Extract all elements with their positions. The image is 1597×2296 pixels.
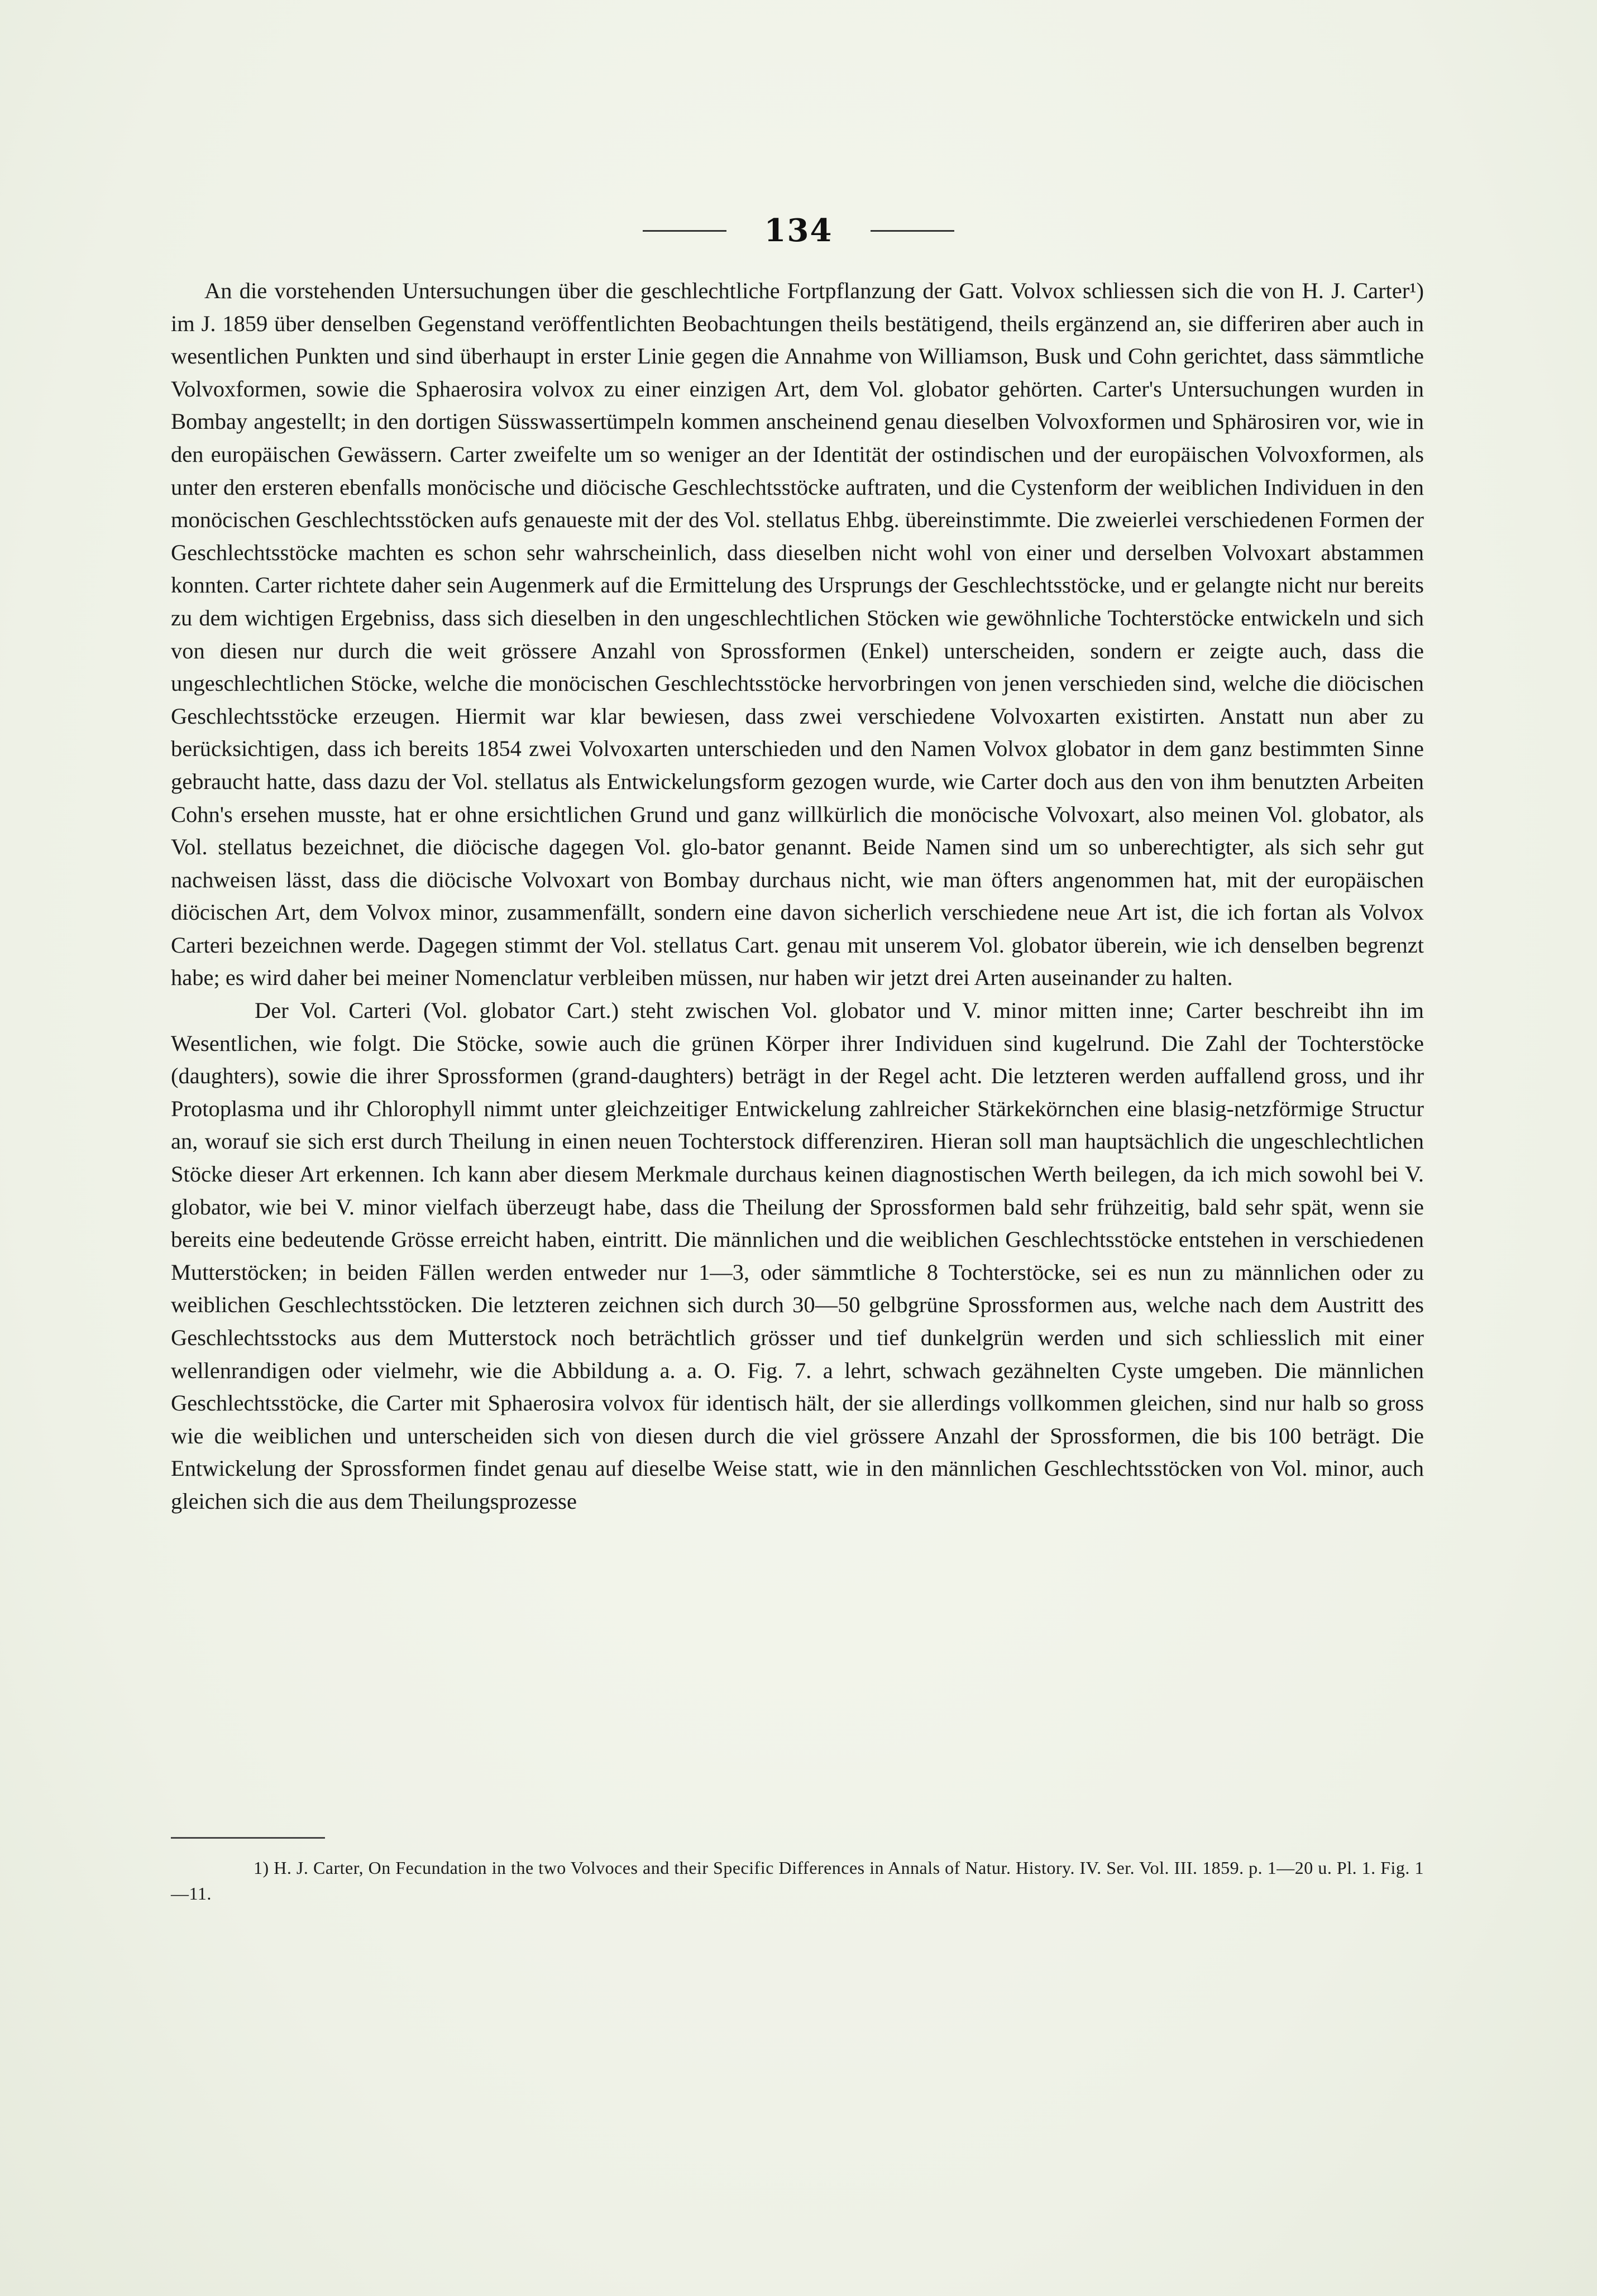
page-header	[0, 212, 1597, 249]
header-rule-right	[871, 230, 954, 232]
footnote-separator	[171, 1837, 325, 1839]
body-text	[171, 275, 1424, 1518]
page-number: 134	[764, 212, 833, 249]
paragraph-2: Der Vol. Carteri (Vol. globator Cart.) steht zwischen Vol. globator und V. minor mitten inne; Carter beschreibt ihn im Wesentlichen, wie folgt. Die Stöcke, sowie auch die grünen Körper ihrer Individuen sind kugelrund. Die Zahl der Tochterstöcke (daughters), sowie die ihrer Sprossformen (grand-daughters) beträgt in der Regel acht. Die letzteren werden auffallend gross, und ihr Protoplasma und ihr Chlorophyll nimmt unter gleichzeitiger Entwickelung zahlreicher Stärkekörnchen eine blasig-netzförmige Structur an, worauf sie sich erst durch Theilung in einen neuen Tochterstock differenziren. Hieran soll man hauptsächlich die ungeschlechtlichen Stöcke dieser Art erkennen. Ich kann aber diesem Merkmale durchaus keinen diagnostischen Werth beilegen, da ich mich sowohl bei V. globator, wie bei V. minor vielfach überzeugt habe, dass die Theilung der Sprossformen bald sehr frühzeitig, bald sehr spät, wenn sie bereits eine bedeutende Grösse erreicht haben, eintritt. Die männlichen und die weiblichen Geschlechtsstöcke entstehen in verschiedenen Mutterstöcken; in beiden Fällen werden entweder nur 1—3, oder sämmtliche 8 Tochterstöcke, sei es nun zu männlichen oder zu weiblichen Geschlechtsstöcken. Die letzteren zeichnen sich durch 30—50 gelbgrüne Sprossformen aus, welche nach dem Austritt des Geschlechtsstocks aus dem Mutterstock noch beträchtlich grösser und tief dunkelgrün werden und sich schliesslich mit einer wellenrandigen oder vielmehr, wie die Abbildung a. a. O. Fig. 7. a lehrt, schwach gezähnelten Cyste umgeben. Die männlichen Geschlechtsstöcke, die Carter mit Sphaerosira volvox für identisch hält, der sie allerdings vollkommen gleichen, sind nur halb so gross wie die weiblichen und unterscheiden sich von diesen durch die viel grössere Anzahl der Sprossformen, die bis 100 beträgt. Die Entwickelung der Sprossformen findet genau auf dieselbe Weise statt, wie in den männlichen Geschlechtsstöcken von Vol. minor, auch gleichen sich die aus dem Theilungsprozesse	[171, 998, 1424, 1514]
paragraph-1: An die vorstehenden Untersuchungen über die geschlechtliche Fortpflanzung der Gatt. Volvox schliessen sich die von H. J. Carter¹) im J. 1859 über denselben Gegenstand veröffentlichten Beobachtungen theils bestätigend, theils ergänzend an, sie differiren aber auch in wesentlichen Punkten und sind überhaupt in erster Linie gegen die Annahme von Williamson, Busk und Cohn gerichtet, dass sämmtliche Volvoxformen, sowie die Sphaerosira volvox zu einer einzigen Art, dem Vol. globator gehörten. Carter's Untersuchungen wurden in Bombay angestellt; in den dortigen Süsswassertümpeln kommen anscheinend genau dieselben Volvoxformen und Sphärosiren vor, wie in den europäischen Gewässern. Carter zweifelte um so weniger an der Identität der ostindischen und der europäischen Volvoxformen, als unter den ersteren ebenfalls monöcische und diöcische Geschlechtsstöcke auftraten, und die Cystenform der weiblichen Individuen in den monöcischen Geschlechtsstöcken aufs genaueste mit der des Vol. stellatus Ehbg. übereinstimmte. Die zweierlei verschiedenen Formen der Geschlechtsstöcke machten es schon sehr wahrscheinlich, dass dieselben nicht wohl von einer und derselben Volvoxart abstammen konnten. Carter richtete daher sein Augenmerk auf die Ermittelung des Ursprungs der Geschlechtsstöcke, und er gelangte nicht nur bereits zu dem wichtigen Ergebniss, dass sich dieselben in den ungeschlechtlichen Stöcken wie gewöhnliche Tochterstöcke entwickeln und sich von diesen nur durch die weit grössere Anzahl von Sprossformen (Enkel) unterscheiden, sondern er zeigte auch, dass die ungeschlechtlichen Stöcke, welche die monöcischen Geschlechtsstöcke hervorbringen von jenen verschieden sind, welche die diöcischen Geschlechtsstöcke erzeugen. Hiermit war klar bewiesen, dass zwei verschiedene Volvoxarten existirten. Anstatt nun aber zu berücksichtigen, dass ich bereits 1854 zwei Volvoxarten unterschieden und den Namen Volvox globator in dem ganz bestimmten Sinne gebraucht hatte, dass dazu der Vol. stellatus als Entwickelungsform gezogen wurde, wie Carter doch aus den von ihm benutzten Arbeiten Cohn's ersehen musste, hat er ohne ersichtlichen Grund und ganz willkürlich die monöcische Volvoxart, also meinen Vol. globator, als Vol. stellatus bezeichnet, die diöcische dagegen Vol. glo-bator genannt. Beide Namen sind um so unberechtigter, als sich sehr gut nachweisen lässt, dass die diöcische Volvoxart von Bombay durchaus nicht, wie man öfters angenommen hat, mit der europäischen diöcischen Art, dem Volvox minor, zusammenfällt, sondern eine davon sicherlich verschiedene neue Art ist, die ich fortan als Volvox Carteri bezeichnen werde. Dagegen stimmt der Vol. stellatus Cart. genau mit unserem Vol. globator überein, wie ich denselben begrenzt habe; es wird daher bei meiner Nomenclatur verbleiben müssen, nur haben wir jetzt drei Arten auseinander zu halten.	[171, 278, 1424, 991]
header-rule-left	[643, 230, 726, 232]
footnote: 1) H. J. Carter, On Fecundation in the two Volvoces and their Specific Differences in Annals of Natur. History. IV. Ser. Vol. III. 1859. p. 1—20 u. Pl. 1. Fig. 1—11.	[171, 1858, 1424, 1903]
